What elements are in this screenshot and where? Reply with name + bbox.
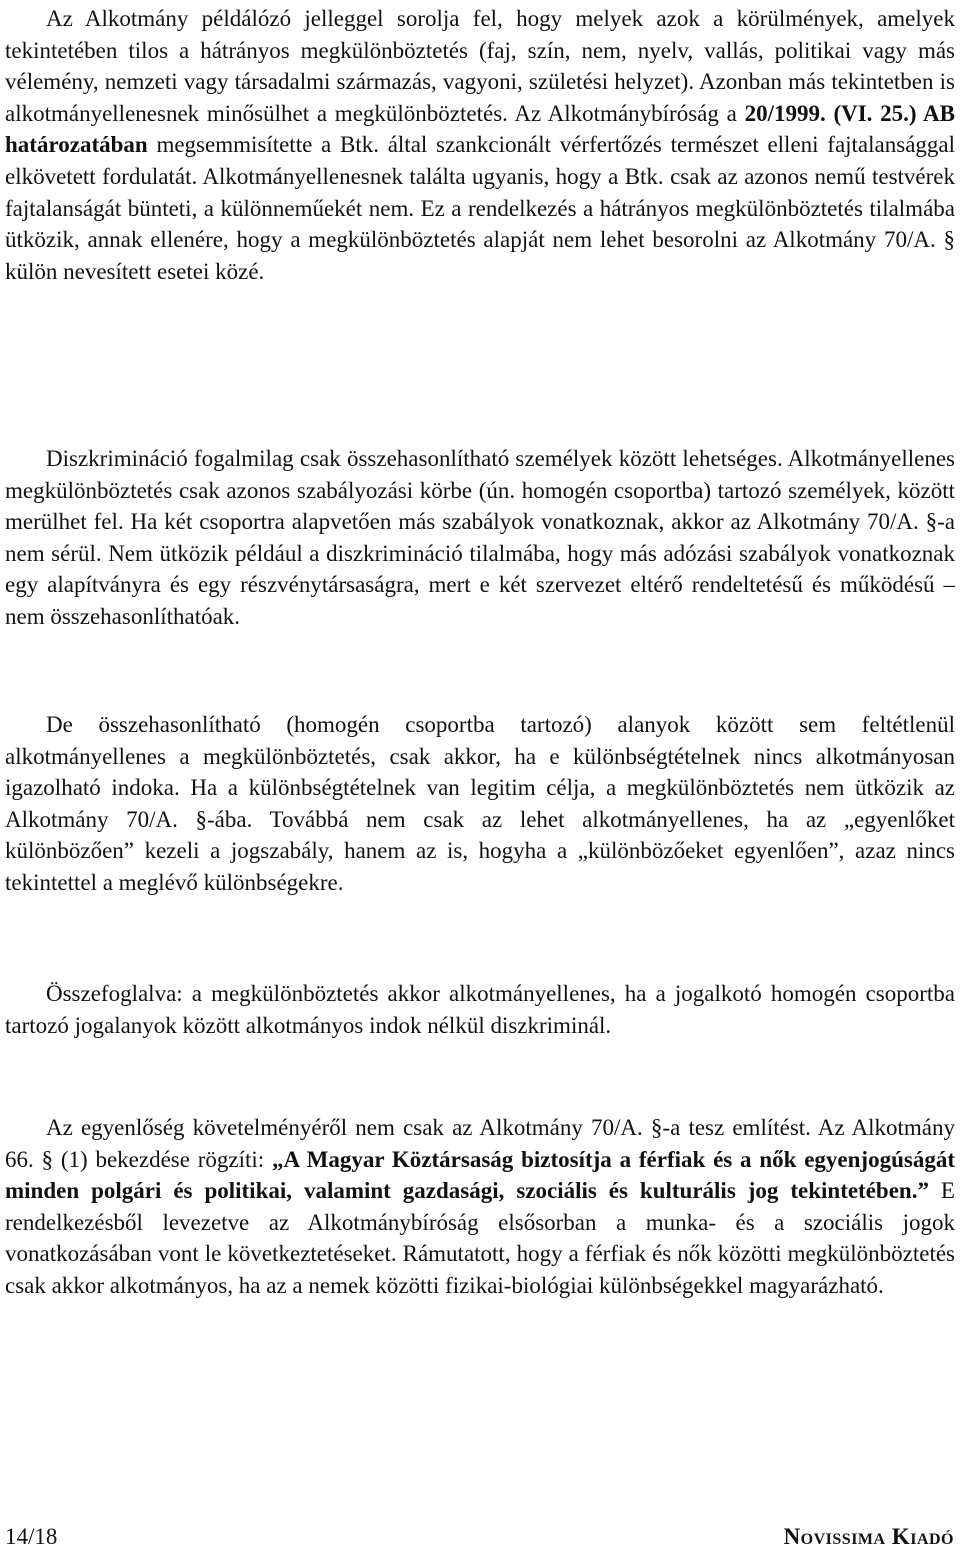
p3-text-1: De összehasonlítható (homogén csoportba tartozó) alanyok között sem feltétlenül alkotmányellenes a megkülönböztetés, csak akkor, ha e különbségtételnek nincs alkotmányosan igazolható indoka. Ha a különbségtételnek van legitim célja, a megkülönböztetés nem ütközik az Alkotmány 70/A. §-ába. Továbbá nem csak az lehet alkotmányellenes, ha az „egyenlőket különbözően” kezeli a jogszabály, hanem az is, hogyha a „különbözőeket egyenlően”, azaz nincs tekintettel a meglévő különbségekre. [5, 712, 955, 895]
page-number: 14/18 [5, 1524, 58, 1549]
paragraph-2 [5, 443, 955, 633]
p2-text-1: Diszkrimináció fogalmilag csak összehasonlítható személyek között lehetséges. Alkotmányellenes megkülönböztetés csak azonos szabályozási körbe (ún. homogén csoportba) tartozó személyek, között merülhet fel. Ha két csoportra alapvetően más szabályok vonatkoznak, akkor az Alkotmány 70/A. §-a nem sérül. Nem ütközik például a diszkrimináció tilalmába, hogy más adózási szabályok vonatkoznak egy alapítványra és egy részvénytársaságra, mert e két szervezet eltérő rendeltetésű és működésű – nem összehasonlíthatóak. [5, 446, 955, 629]
paragraph-5 [5, 1112, 955, 1302]
p4-text-1: Összefoglalva: a megkülönböztetés akkor alkotmányellenes, ha a jogalkotó homogén csoportba tartozó jogalanyok között alkotmányos indok nélkül diszkriminál. [5, 981, 955, 1038]
p1-bold-decision: 20/1999. (VI. 25.) AB határozatában [5, 100, 955, 158]
p1-text-1: Az Alkotmány példálózó jelleggel sorolja fel, hogy melyek azok a körülmények, amelyek tekintetében tilos a hátrányos megkülönböztetés (faj, szín, nem, nyelv, vallás, politikai vagy más vélemény, nemzeti vagy társadalmi származás, vagyoni, születési helyzet). Azonban más tekintetben is alkotmányellenesnek minősülhet a megkülönböztetés. Az Alkotmánybíróság a [5, 6, 955, 126]
publisher-name: Novissima Kiadó [783, 1524, 954, 1549]
paragraph-1 [5, 3, 955, 287]
p5-text-1: Az egyenlőség követelményéről nem csak az Alkotmány 70/A. §-a tesz említést. Az Alkotmány 66. § (1) bekezdése rögzíti: [5, 1115, 955, 1172]
p5-bold-quote: „A Magyar Köztársaság biztosítja a férfiak és a nők egyenjogúságát minden polgári és politikai, valamint gazdasági, szociális és kulturális jog tekintetében.” [5, 1146, 955, 1204]
p5-text-2: E rendelkezésből levezetve az Alkotmánybíróság elsősorban a munka- és a szociális jogok vonatkozásában vont le következtetéseket. Rámutatott, hogy a férfiak és nők közötti megkülönböztetés csak akkor alkotmányos, ha az a nemek közötti fizikai-biológiai különbségekkel magyarázható. [5, 1178, 955, 1298]
p1-text-2: megsemmisítette a Btk. által szankcionált vérfertőzés természet elleni fajtalansággal elkövetett fordulatát. Alkotmányellenesnek találta ugyanis, hogy a Btk. csak az azonos nemű testvérek fajtalanságát bünteti, a különneműekét nem. Ez a rendelkezés a hátrányos megkülönböztetés tilalmába ütközik, annak ellenére, hogy a megkülönböztetés alapját nem lehet besorolni az Alkotmány 70/A. § külön nevesített esetei közé. [5, 132, 955, 284]
paragraph-4 [5, 978, 955, 1041]
paragraph-3 [5, 709, 955, 899]
